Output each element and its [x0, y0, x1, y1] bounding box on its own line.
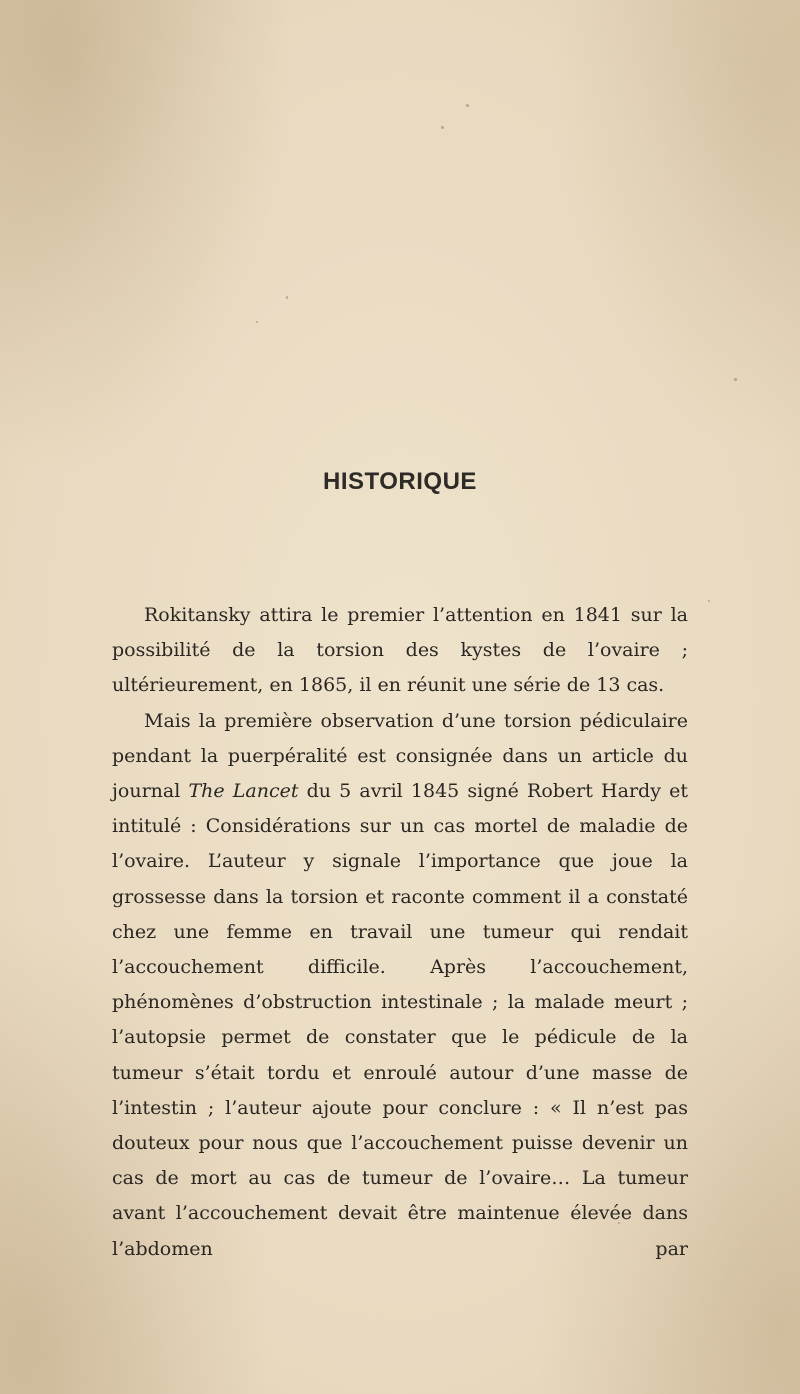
paper-speck	[441, 126, 444, 129]
paper-speck	[286, 296, 288, 299]
paper-speck	[708, 600, 710, 602]
paper-speck	[256, 321, 258, 323]
paper-speck	[466, 104, 469, 107]
paragraph-1: Rokitansky attira le premier l’attention en 1841 sur la possibilité de la torsion des kystes de l’ovaire ; ultérieurement, en 1865, il en réunit une série de 13 cas.	[112, 604, 688, 697]
paragraph-2-text-start: Mais la première observation d’une torsion pédiculaire pendant la puerpéralité est consignée dans un article du journal	[112, 709, 688, 803]
body-text	[112, 598, 688, 1267]
paper-speck	[734, 378, 737, 381]
journal-title: The Lancet	[188, 780, 299, 803]
section-heading: HISTORIQUE	[323, 468, 477, 496]
paragraph-2-text-end: du 5 avril 1845 signé Robert Hardy et intitulé : Considérations sur un cas mortel de maladie de l’ovaire. L’auteur y signale l’importance que joue la grossesse dans la torsion et raconte comment il a constaté chez une femme en travail une tumeur qui rendait l’accouchement difficile. Après l’accouchement, phénomènes d’obstruction intestinale ; la malade meurt ; l’autopsie permet de constater que le pédicule de la tumeur s’était tordu et enroulé autour d’une masse de l’intestin ; l’auteur ajoute pour conclure : « Il n’est pas douteux pour nous que l’accouchement puisse devenir un cas de mort au cas de tumeur de l’ovaire… La tumeur avant l’accouchement devait être maintenue élevée dans l’abdomen par	[112, 780, 688, 1260]
paragraph-2	[112, 704, 688, 1267]
